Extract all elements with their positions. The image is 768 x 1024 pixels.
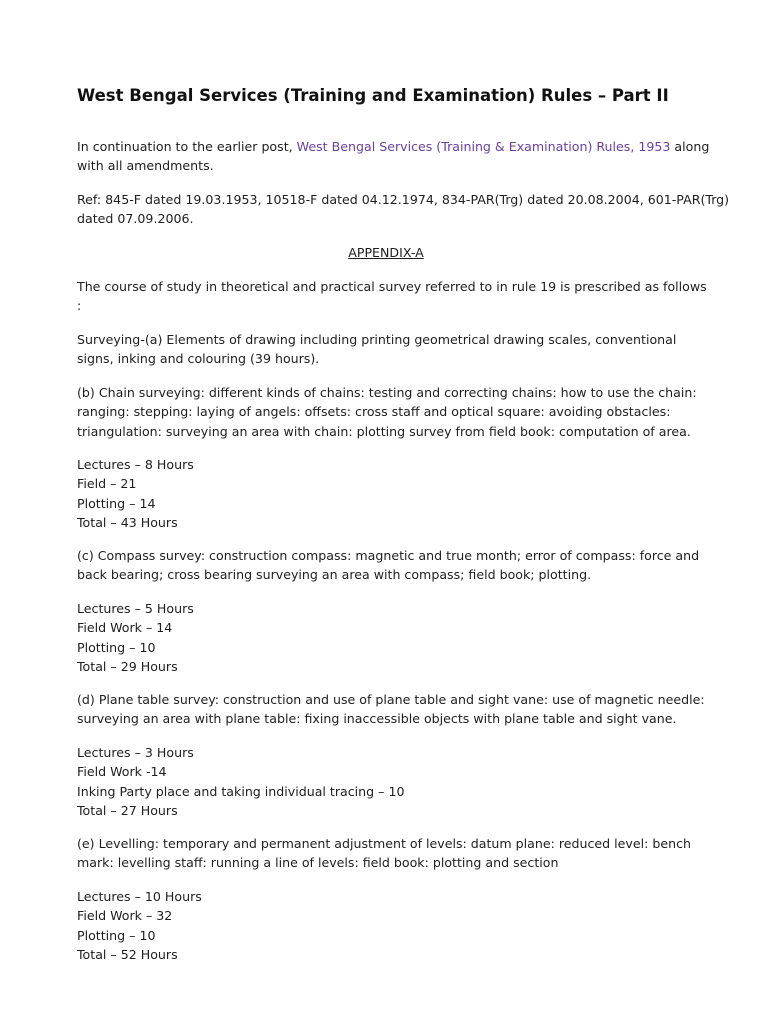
hours-line: Lectures – 10 Hours [77,889,202,904]
hours-line: Total – 43 Hours [77,514,178,530]
intro-paragraph [77,137,710,176]
hours-line: Plotting – 10 [77,639,156,655]
appendix-heading: APPENDIX-A [348,245,424,260]
chain-survey-paragraph: (b) Chain surveying: different kinds of chains: testing and correcting chains: how to use the chain: ranging: stepping: laying of angels: offsets: cross staff and optical square: avoiding obstacles: triangulation: surveying an area with chain: plotting survey from field book: computation of area. [77,385,697,439]
levelling-paragraph: (e) Levelling: temporary and permanent adjustment of levels: datum plane: reduced level: bench mark: levelling staff: running a line of levels: field book: plotting and section [77,836,691,871]
hours-line: Inking Party place and taking individual tracing – 10 [77,783,405,799]
chain-survey-hours [77,455,695,532]
page-title: West Bengal Services (Training and Examination) Rules – Part II [77,86,669,105]
reference-line-1: Ref: 845-F dated 19.03.1953, 10518-F dated 04.12.1974, 834-PAR(Trg) dated 20.08.2004, 601-PAR(Trg) [77,192,730,207]
intro-text-before: In continuation to the earlier post, [77,139,297,154]
hours-line: Lectures – 3 Hours [77,745,194,760]
course-intro-paragraph: The course of study in theoretical and practical survey referred to in rule 19 is prescribed as follows : [77,279,707,314]
intro-line-2: with all amendments. [77,158,214,174]
compass-survey-hours [77,599,695,676]
levelling-hours [77,887,695,964]
intro-text-after: along [670,139,710,154]
hours-line: Field Work -14 [77,764,167,780]
surveying-a-paragraph: Surveying-(a) Elements of drawing including printing geometrical drawing scales, conventional signs, inking and colouring (39 hours). [77,332,677,367]
hours-line: Lectures – 8 Hours [77,457,194,472]
hours-line: Plotting – 10 [77,927,156,943]
hours-line: Field Work – 14 [77,620,173,636]
hours-line: Lectures – 5 Hours [77,601,194,616]
hours-line: Total – 27 Hours [77,802,178,818]
reference-paragraph [77,190,730,229]
plane-table-paragraph: (d) Plane table survey: construction and use of plane table and sight vane: use of magnetic needle: surveying an area with plane table: fixing inaccessible objects with plane table and sight vane. [77,692,705,727]
reference-line-2: dated 07.09.2006. [77,211,194,227]
hours-line: Plotting – 14 [77,495,156,511]
hours-line: Field Work – 32 [77,908,173,924]
compass-survey-paragraph: (c) Compass survey: construction compass: magnetic and true month; error of compass: force and back bearing; cross bearing surveying an area with compass; field book; plotting. [77,548,700,583]
hours-line: Total – 29 Hours [77,658,178,674]
earlier-post-link[interactable]: West Bengal Services (Training & Examination) Rules, 1953 [296,139,671,154]
plane-table-hours [77,743,695,820]
hours-line: Field – 21 [77,476,137,492]
hours-line: Total – 52 Hours [77,946,178,962]
